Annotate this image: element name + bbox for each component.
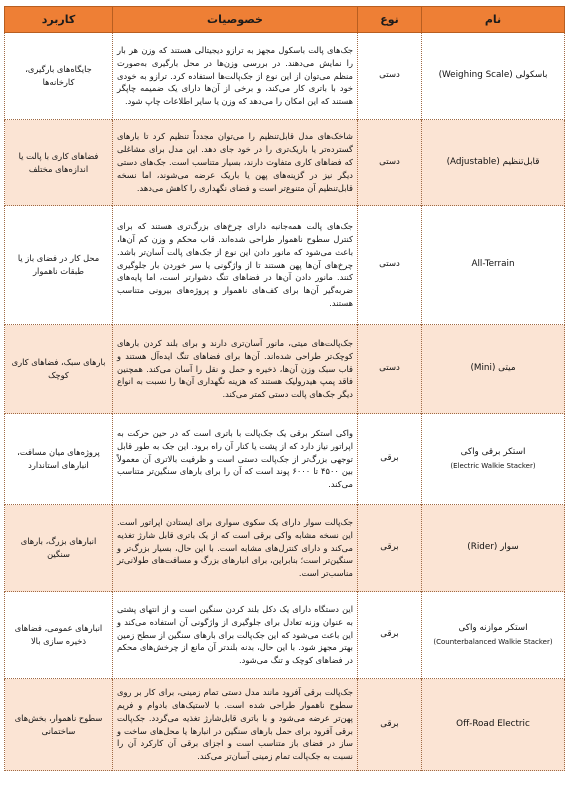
- pallet-jack-table: [4, 6, 565, 771]
- row-name-cell: [422, 206, 565, 325]
- document-page: [4, 6, 564, 771]
- row-name-cell: [422, 120, 565, 206]
- row-name: باسکولی (Weighing Scale): [438, 70, 548, 81]
- row-name: قابل‌تنظیم (Adjustable): [446, 156, 540, 167]
- row-name-cell: [422, 33, 565, 120]
- row-use: انبارهای بزرگ، بارهای سنگین: [5, 505, 113, 592]
- row-name-cell: [422, 679, 565, 771]
- row-features: این دستگاه دارای یک دکل بلند کردن سنگین است و از انتهای پشتی به عنوان وزنه تعادل برای جلوگیری از واژگونی آن استفاده می‌کند و این باعث می‌شود که این جک‌پالت برای بارهای سنگین از سطح زمین بهتر مجهز شود. با این حال، بدنه بلندتر آن مانع از چرخش‌های محکم در فضاهای کوچک و تنگ می‌شود.: [113, 592, 358, 679]
- row-features: جک‌های پالت باسکول مجهز به ترازو دیجیتالی هستند که وزن هر بار را نمایش می‌دهند. در بررسی وزن‌ها در محل بارگیری به‌صورت منظم می‌توان از این نوع از جک‌پالت‌ها استفاده کرد. ترازو به خودی خود با باتری کار می‌کند، و برخی از آن‌ها دارای یک ضمیمه چاپگر هستند که این امکان را می‌دهد که وزن یا سایر اطلاعات چاپ شود.: [113, 33, 358, 120]
- row-type: برقی: [358, 505, 422, 592]
- row-name: Off-Road Electric: [456, 718, 530, 729]
- table-row: [5, 592, 565, 679]
- row-features: جک‌های پالت همه‌جانبه دارای چرخ‌های بزرگ‌تری هستند که برای کنترل سطوح ناهموار طراحی شده‌اند. قاب محکم و وزن کم آن‌ها، باعث می‌شود که مانور دادن این نوع از جک‌های پالت آسان‌تر باشد. چرخ‌های آن‌ها پهن هستند تا از واژگونی یا سر خوردن بار جلوگیری کنند. مانور دادن آن‌ها در فضاهای تنگ دشوارتر است، اما پایه‌های ضربه‌گیر آن‌ها برای کف‌های ناهموار و پروژه‌های بیرونی متناسب هستند.: [113, 206, 358, 325]
- table-row: [5, 679, 565, 771]
- row-type: دستی: [358, 33, 422, 120]
- header-type: نوع: [358, 7, 422, 33]
- row-features: جک‌پالت‌های میتی، مانور آسان‌تری دارند و برای بلند کردن بارهای کوچک‌تر طراحی شده‌اند. آن‌ها برای فضاهای تنگ ایده‌آل هستند و قاب سبک وزن آن‌ها، ذخیره و حمل و نقل را آسان می‌کند. همچنین فاقد پمپ هیدرولیک هستند که هزینه نگهداری آن‌ها را نسبت به انواع دیگر جک‌های پالت دستی کمتر می‌کند.: [113, 325, 358, 414]
- row-use: پروژه‌های میان مسافت، انبارهای استاندارد: [5, 414, 113, 505]
- table-row: [5, 325, 565, 414]
- row-use: فضاهای کاری با پالت یا اندازه‌های مختلف: [5, 120, 113, 206]
- row-features: جک‌پالت برقی آفرود مانند مدل دستی تمام زمینی، برای کار بر روی سطوح ناهموار طراحی شده است. با لاستیک‌های بادوام و فریم پهن‌تر عرضه می‌شود و با باتری قابل‌شارژ تغذیه می‌گردد. جک‌پالت برقی آفرود برای حمل بارهای سنگین در انبارها یا محل‌های ساخت و ساز در فضای باز متناسب است و اجزای برقی آن کارکرد آن را نسبت به جک‌پالت تمام زمینی آسان‌تر می‌کند.: [113, 679, 358, 771]
- table-row: [5, 206, 565, 325]
- row-features: واکی استکر برقی یک جک‌پالت با باتری است که در حین حرکت به اپراتور نیاز دارد که از پشت یا کنار آن راه برود. این جک به طور قابل توجهی بزرگ‌تر از جک‌پالت دستی است و ظرفیت بالاتری آن معمولاً بین ۴۵۰۰ تا ۶۰۰۰ پوند است که آن را برای بارهای سنگین‌تر متناسب می‌کند.: [113, 414, 358, 505]
- row-type: برقی: [358, 592, 422, 679]
- table-row: [5, 33, 565, 120]
- row-features: شاخک‌های مدل قابل‌تنظیم را می‌توان مجدداً تنظیم کرد تا بارهای گسترده‌تر یا باریک‌تری را در خود جای دهد. این مدل برای مشاغلی که فضاهای کاری متفاوت دارند، بسیار متناسب است. جک‌های دستی دیگر نیز در گزینه‌های پهن یا باریک عرضه می‌شوند، اما نسخه قابل‌تنظیم آن متنوع‌تر است و فضای نگهداری را کاهش می‌دهد.: [113, 120, 358, 206]
- table-row: [5, 120, 565, 206]
- row-name-cell: [422, 414, 565, 505]
- header-use: کاربرد: [5, 7, 113, 33]
- row-name-sub: (Counterbalanced Walkie Stacker): [433, 638, 553, 647]
- row-name-cell: [422, 505, 565, 592]
- row-name: سوار (Rider): [467, 542, 519, 553]
- row-type: برقی: [358, 679, 422, 771]
- row-type: دستی: [358, 325, 422, 414]
- row-use: جایگاه‌های بارگیری، کارخانه‌ها: [5, 33, 113, 120]
- row-name: میتی (Mini): [470, 363, 516, 374]
- row-name: All-Terrain: [471, 259, 515, 270]
- header-features: خصوصیات: [113, 7, 358, 33]
- row-name-cell: [422, 592, 565, 679]
- row-features: جک‌پالت سوار دارای یک سکوی سواری برای ایستادن اپراتور است. این نسخه مشابه واکی برقی است که از یک باتری قابل شارژ تغذیه می‌کند و دارای کنترل‌های مشابه است. با این حال، بسیار بزرگ‌تر و سنگین‌تر است؛ بنابراین، برای انبارهای بزرگ و مسافت‌های طولانی‌تر مناسب‌تر است.: [113, 505, 358, 592]
- row-use: سطوح ناهموار، بخش‌های ساختمانی: [5, 679, 113, 771]
- row-use: محل کار در فضای باز یا طبقات ناهموار: [5, 206, 113, 325]
- header-name: نام: [422, 7, 565, 33]
- table-header-row: [5, 7, 565, 33]
- table-row: [5, 505, 565, 592]
- table-row: [5, 414, 565, 505]
- row-use: انبارهای عمومی، فضاهای ذخیره سازی بالا: [5, 592, 113, 679]
- row-type: دستی: [358, 206, 422, 325]
- row-type: دستی: [358, 120, 422, 206]
- row-use: بارهای سبک، فضاهای کاری کوچک: [5, 325, 113, 414]
- row-name: استکر برقی واکی: [460, 446, 526, 457]
- row-name-cell: [422, 325, 565, 414]
- row-type: برقی: [358, 414, 422, 505]
- row-name: استکر موازنه واکی: [458, 622, 528, 633]
- row-name-sub: (Electric Walkie Stacker): [450, 462, 536, 471]
